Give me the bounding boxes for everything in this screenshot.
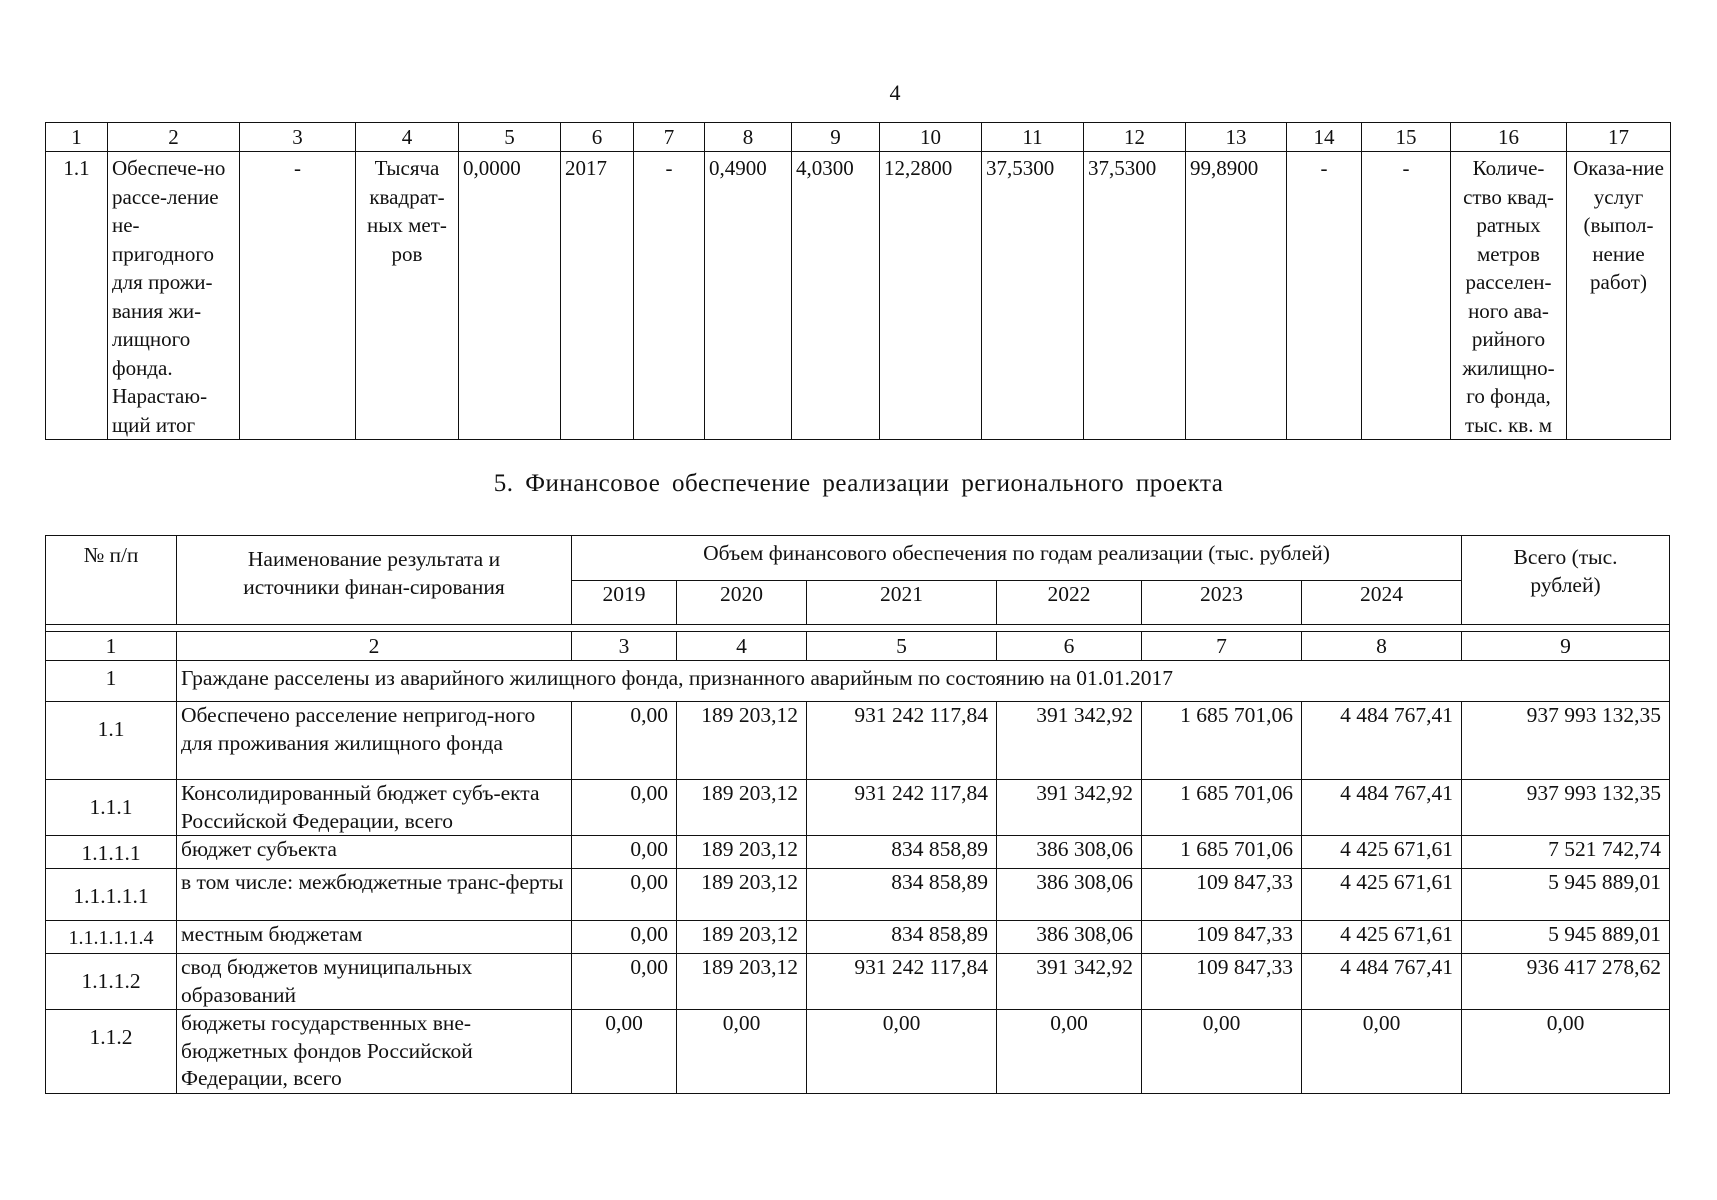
value-cell: 0,00	[572, 869, 677, 921]
value-cell: 0,00	[1462, 1010, 1670, 1094]
column-number-cell: 16	[1451, 123, 1567, 152]
table-cell: 0,4900	[705, 152, 792, 440]
column-number-cell: 10	[880, 123, 982, 152]
financing-table	[45, 535, 1670, 1094]
column-number-cell: 17	[1567, 123, 1671, 152]
year-header-cell: 2022	[997, 581, 1142, 625]
column-number-cell: 7	[634, 123, 705, 152]
table-cell: Обеспече-но рассе-ление не-пригодного для прожи-вания жи-лищного фонда. Нарастаю-щий итог	[108, 152, 240, 440]
value-cell: 5 945 889,01	[1462, 921, 1670, 954]
value-cell: 1 685 701,06	[1142, 702, 1302, 780]
column-number-cell: 15	[1362, 123, 1451, 152]
table-row	[46, 921, 1670, 954]
table-row	[46, 836, 1670, 869]
value-cell: 386 308,06	[997, 921, 1142, 954]
column-number-cell: 3	[240, 123, 356, 152]
column-number-cell: 4	[356, 123, 459, 152]
value-cell: 0,00	[1302, 1010, 1462, 1094]
row-number: 1.1.1.1.1	[46, 869, 177, 921]
value-cell: 931 242 117,84	[807, 780, 997, 836]
column-number-cell: 8	[705, 123, 792, 152]
column-number-cell: 1	[46, 123, 108, 152]
value-cell: 1 685 701,06	[1142, 780, 1302, 836]
row-number: 1	[46, 661, 177, 702]
row-name: бюджеты государственных вне-бюджетных фондов Российской Федерации, всего	[177, 1010, 572, 1094]
table-row	[46, 954, 1670, 1010]
page-number: 4	[889, 80, 901, 105]
value-cell: 4 484 767,41	[1302, 780, 1462, 836]
column-number-cell: 2	[108, 123, 240, 152]
section-title: 5. Финансовое обеспечение реализации регионального проекта	[493, 470, 1224, 497]
year-header-cell: 2019	[572, 581, 677, 625]
table-cell: 0,0000	[459, 152, 561, 440]
value-cell: 189 203,12	[677, 836, 807, 869]
column-number-cell: 11	[982, 123, 1084, 152]
table-cell: Количе-ство квад-ратных метров расселен-ного ава-рийного жилищно-го фонда, тыс. кв. м	[1451, 152, 1567, 440]
value-cell: 4 484 767,41	[1302, 954, 1462, 1010]
column-number-row	[46, 632, 1670, 661]
value-cell: 5 945 889,01	[1462, 869, 1670, 921]
value-cell: 189 203,12	[677, 954, 807, 1010]
indicator-table	[45, 122, 1671, 440]
table-cell: Оказа-ние услуг (выпол-нение работ)	[1567, 152, 1671, 440]
table-cell: 12,2800	[880, 152, 982, 440]
value-cell: 931 242 117,84	[807, 954, 997, 1010]
value-cell: 931 242 117,84	[807, 702, 997, 780]
column-number-cell: 14	[1287, 123, 1362, 152]
row-number: 1.1	[46, 702, 177, 780]
column-number-cell: 6	[561, 123, 634, 152]
column-number-cell: 2	[177, 632, 572, 661]
row-name: Консолидированный бюджет субъ-екта Российской Федерации, всего	[177, 780, 572, 836]
column-number-cell: 5	[807, 632, 997, 661]
value-cell: 189 203,12	[677, 702, 807, 780]
table-cell: -	[1287, 152, 1362, 440]
value-cell: 0,00	[572, 921, 677, 954]
column-number-cell: 4	[677, 632, 807, 661]
table-cell: 37,5300	[1084, 152, 1186, 440]
row-number: 1.1.1.2	[46, 954, 177, 1010]
value-cell: 391 342,92	[997, 954, 1142, 1010]
column-number-cell: 13	[1186, 123, 1287, 152]
value-cell: 7 521 742,74	[1462, 836, 1670, 869]
column-header-number: № п/п	[46, 536, 177, 625]
table-row	[46, 1010, 1670, 1094]
column-number-cell: 9	[792, 123, 880, 152]
year-header-cell: 2021	[807, 581, 997, 625]
table-row	[46, 869, 1670, 921]
value-cell: 109 847,33	[1142, 921, 1302, 954]
value-cell: 1 685 701,06	[1142, 836, 1302, 869]
value-cell: 4 425 671,61	[1302, 869, 1462, 921]
value-cell: 0,00	[1142, 1010, 1302, 1094]
value-cell: 0,00	[677, 1010, 807, 1094]
value-cell: 936 417 278,62	[1462, 954, 1670, 1010]
value-cell: 0,00	[572, 1010, 677, 1094]
row-name: Обеспечено расселение непригод-ного для проживания жилищного фонда	[177, 702, 572, 780]
value-cell: 0,00	[572, 702, 677, 780]
year-header-cell: 2020	[677, 581, 807, 625]
value-cell: 834 858,89	[807, 869, 997, 921]
value-cell: 391 342,92	[997, 780, 1142, 836]
value-cell: 834 858,89	[807, 921, 997, 954]
table-cell: 4,0300	[792, 152, 880, 440]
row-number: 1.1.1.1.1.4	[46, 921, 177, 954]
value-cell: 109 847,33	[1142, 869, 1302, 921]
row-name: бюджет субъекта	[177, 836, 572, 869]
value-cell: 4 425 671,61	[1302, 921, 1462, 954]
table-row	[46, 702, 1670, 780]
table-row	[46, 780, 1670, 836]
table-row	[46, 152, 1671, 440]
column-number-cell: 12	[1084, 123, 1186, 152]
value-cell: 189 203,12	[677, 780, 807, 836]
column-number-cell: 7	[1142, 632, 1302, 661]
table-cell: -	[634, 152, 705, 440]
value-cell: 0,00	[572, 836, 677, 869]
value-cell: 0,00	[997, 1010, 1142, 1094]
value-cell: 937 993 132,35	[1462, 702, 1670, 780]
value-cell: 0,00	[807, 1010, 997, 1094]
table-cell: 2017	[561, 152, 634, 440]
row-number: 1.1.1	[46, 780, 177, 836]
table-header-row	[46, 123, 1671, 152]
column-header-name: Наименование результата и источники финан-сирования	[177, 536, 572, 625]
column-number-cell: 1	[46, 632, 177, 661]
column-number-cell: 9	[1462, 632, 1670, 661]
column-number-cell: 5	[459, 123, 561, 152]
table-cell: 99,8900	[1186, 152, 1287, 440]
year-header-cell: 2024	[1302, 581, 1462, 625]
row-name: в том числе: межбюджетные транс-ферты	[177, 869, 572, 921]
value-cell: 391 342,92	[997, 702, 1142, 780]
column-number-cell: 3	[572, 632, 677, 661]
row-name: свод бюджетов муниципальных образований	[177, 954, 572, 1010]
row-name: местным бюджетам	[177, 921, 572, 954]
column-number-cell: 8	[1302, 632, 1462, 661]
column-header-volume: Объем финансового обеспечения по годам реализации (тыс. рублей)	[572, 536, 1462, 581]
value-cell: 4 425 671,61	[1302, 836, 1462, 869]
table-cell: -	[240, 152, 356, 440]
group-label: Граждане расселены из аварийного жилищного фонда, признанного аварийным по состоянию на 01.01.2017	[177, 661, 1670, 702]
row-number: 1.1.2	[46, 1010, 177, 1094]
table-cell: -	[1362, 152, 1451, 440]
value-cell: 0,00	[572, 954, 677, 1010]
value-cell: 189 203,12	[677, 869, 807, 921]
column-header-total: Всего (тыс. рублей)	[1462, 536, 1670, 625]
value-cell: 189 203,12	[677, 921, 807, 954]
value-cell: 386 308,06	[997, 869, 1142, 921]
year-header-cell: 2023	[1142, 581, 1302, 625]
column-number-cell: 6	[997, 632, 1142, 661]
table-cell: 37,5300	[982, 152, 1084, 440]
value-cell: 386 308,06	[997, 836, 1142, 869]
table-cell: 1.1	[46, 152, 108, 440]
table-header-row	[46, 536, 1670, 581]
value-cell: 937 993 132,35	[1462, 780, 1670, 836]
header-separator	[46, 625, 1670, 632]
row-number: 1.1.1.1	[46, 836, 177, 869]
table-cell: Тысяча квадрат-ных мет-ров	[356, 152, 459, 440]
group-row	[46, 661, 1670, 702]
value-cell: 4 484 767,41	[1302, 702, 1462, 780]
value-cell: 0,00	[572, 780, 677, 836]
value-cell: 109 847,33	[1142, 954, 1302, 1010]
value-cell: 834 858,89	[807, 836, 997, 869]
